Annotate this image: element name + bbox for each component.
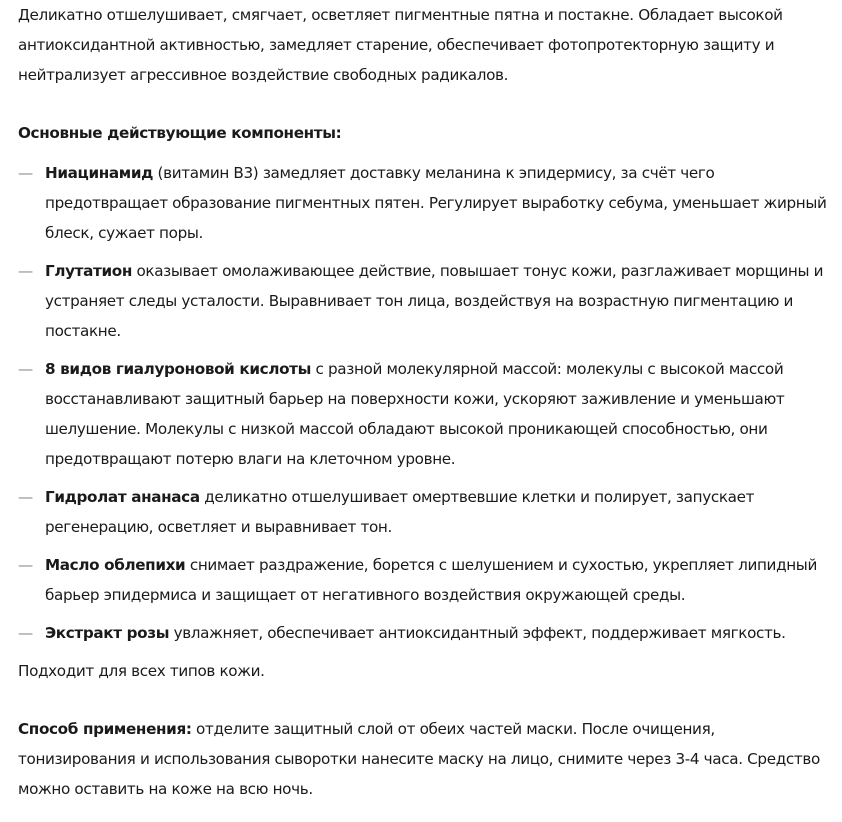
- usage-label: Способ применения:: [18, 720, 192, 738]
- dash-marker: —: [18, 360, 33, 378]
- list-item: [18, 158, 830, 248]
- component-name: 8 видов гиалуроновой кислоты: [45, 360, 312, 378]
- skin-type-note: Подходит для всех типов кожи.: [18, 662, 265, 680]
- list-item: [18, 354, 830, 474]
- dash-marker: —: [18, 556, 33, 574]
- component-name: Масло облепихи: [45, 556, 186, 574]
- component-text: (витамин B3) замедляет доставку меланина к эпидермису, за счёт чего предотвращает образование пигментных пятен. Регулирует выработку себума, уменьшает жирный блеск, сужает поры.: [45, 164, 827, 242]
- component-name: Ниацинамид: [45, 164, 154, 182]
- component-name: Глутатион: [45, 262, 132, 280]
- components-heading: Основные действующие компоненты:: [18, 124, 342, 142]
- dash-marker: —: [18, 624, 33, 642]
- components-list: [18, 158, 830, 648]
- component-name: Экстракт розы: [45, 624, 170, 642]
- component-text: деликатно отшелушивает омертвевшие клетки и полирует, запускает регенерацию, осветляет и выравнивает тон.: [45, 488, 755, 536]
- component-name: Гидролат ананаса: [45, 488, 200, 506]
- dash-marker: —: [18, 488, 33, 506]
- component-text: с разной молекулярной массой: молекулы с высокой массой восстанавливают защитный барьер на поверхности кожи, ускоряют заживление и уменьшают шелушение. Молекулы с низкой массой обладают высокой проникающей способностью, они предотвращают потерю влаги на клеточном уровне.: [45, 360, 785, 468]
- component-text: увлажняет, обеспечивает антиоксидантный эффект, поддерживает мягкость.: [169, 624, 786, 642]
- list-item: [18, 550, 830, 610]
- list-item: [18, 256, 830, 346]
- dash-marker: —: [18, 164, 33, 182]
- usage-text: отделите защитный слой от обеих частей маски. После очищения, тонизирования и использования сыворотки нанесите маску на лицо, снимите через 3-4 часа. Средство можно оставить на коже на всю ночь.: [18, 720, 820, 798]
- intro-paragraph: Деликатно отшелушивает, смягчает, осветляет пигментные пятна и постакне. Обладает высокой антиоксидантной активностью, замедляет старение, обеспечивает фотопротекторную защиту и нейтрализует агрессивное воздействие свободных радикалов.: [18, 6, 783, 84]
- component-text: оказывает омолаживающее действие, повышает тонус кожи, разглаживает морщины и устраняет следы усталости. Выравнивает тон лица, воздействуя на возрастную пигментацию и постакне.: [45, 262, 824, 340]
- list-item: [18, 482, 830, 542]
- list-item: [18, 618, 830, 648]
- dash-marker: —: [18, 262, 33, 280]
- component-text: снимает раздражение, борется с шелушением и сухостью, укрепляет липидный барьер эпидермиса и защищает от негативного воздействия окружающей среды.: [45, 556, 817, 604]
- usage-paragraph: [18, 714, 830, 804]
